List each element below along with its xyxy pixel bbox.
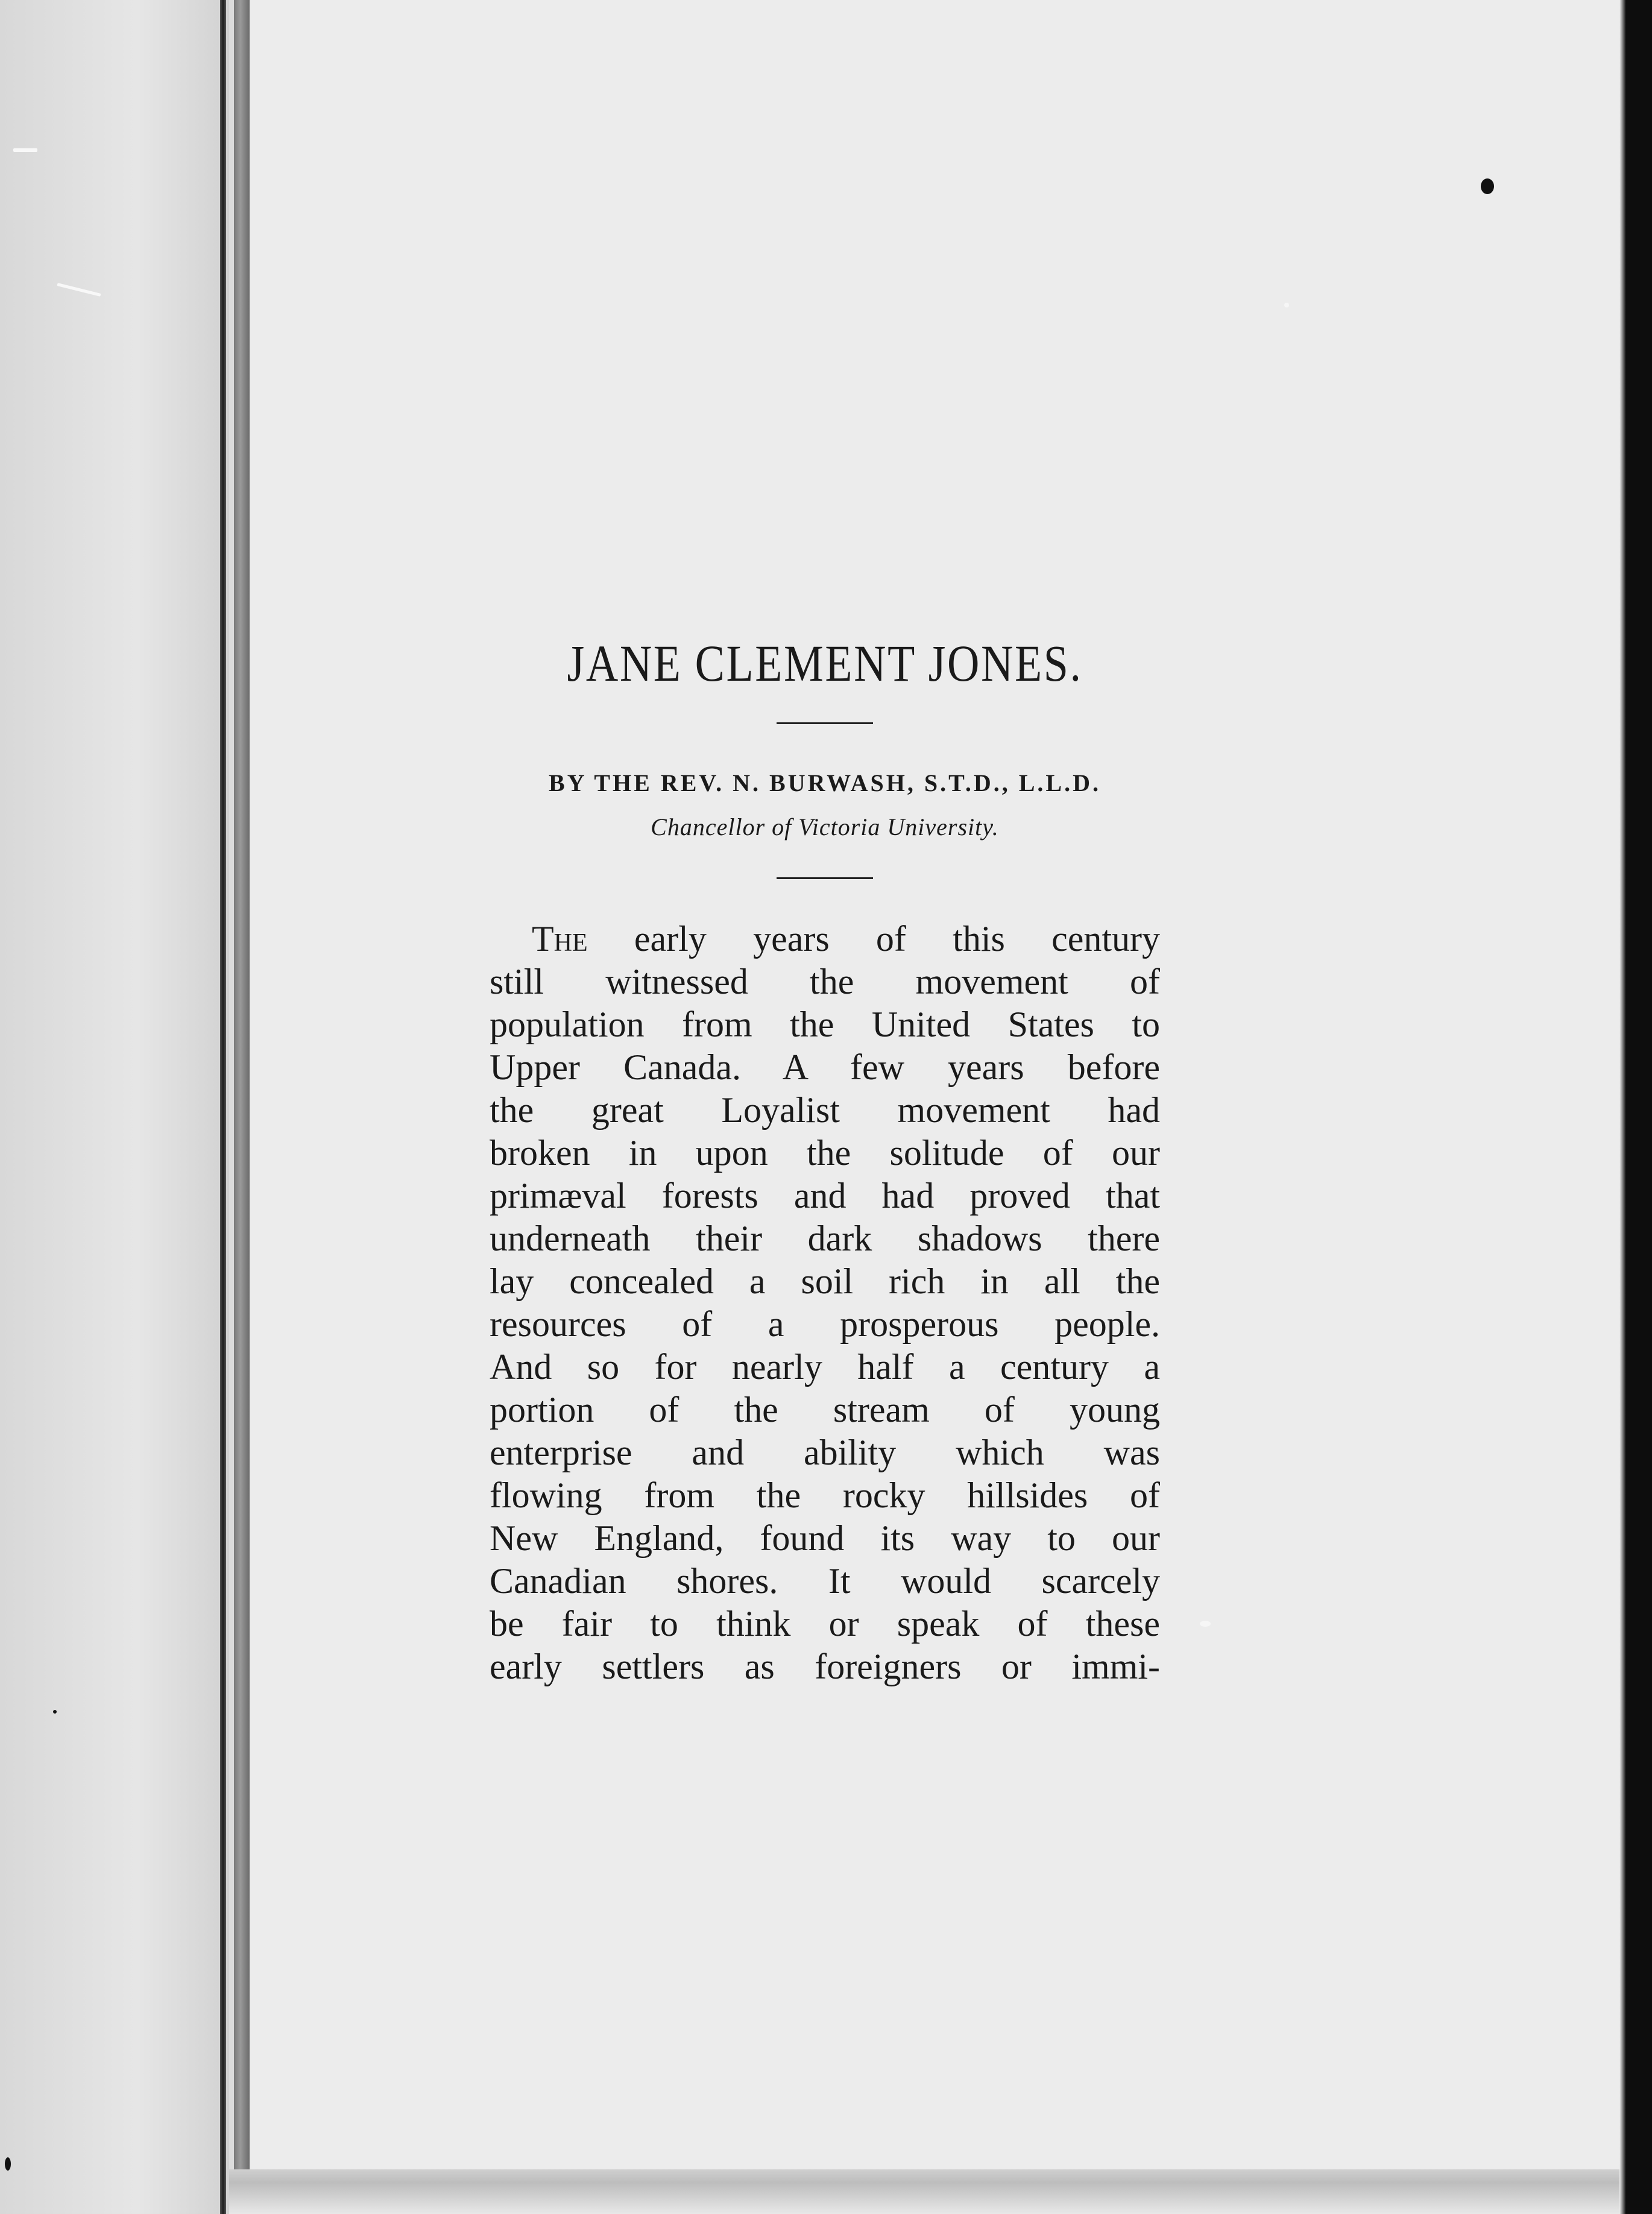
article-title: JANE CLEMENT JONES. — [567, 634, 1083, 692]
text-line: Upper Canada. A few years before — [490, 1047, 1160, 1087]
text-line: New England, found its way to our — [490, 1518, 1160, 1558]
text-line: And so for nearly half a century a — [490, 1347, 1160, 1387]
scan-speck — [13, 148, 37, 152]
text-line: broken in upon the solitude of our — [490, 1133, 1160, 1173]
text-line: lay concealed a soil rich in all the — [490, 1261, 1160, 1301]
author-affiliation: Chancellor of Victoria University. — [651, 813, 999, 840]
page-right-edge — [1619, 0, 1652, 2214]
text-line: be fair to think or speak of these — [490, 1604, 1160, 1644]
book-spine-shadow — [220, 0, 226, 2214]
drop-word: The — [532, 919, 588, 959]
text-line: underneath their dark shadows there — [490, 1219, 1160, 1258]
byline-divider — [777, 877, 873, 879]
inner-margin-shadow — [234, 0, 250, 2214]
scan-speck — [1481, 178, 1494, 194]
article — [490, 633, 1160, 1688]
text-line: still witnessed the movement of — [490, 962, 1160, 1001]
page-bottom-edge — [229, 2169, 1619, 2214]
scan-speck — [53, 1710, 57, 1714]
text-line: population from the United States to — [490, 1004, 1160, 1044]
text-line: portion of the stream of young — [490, 1390, 1160, 1430]
text-line: the great Loyalist movement had — [490, 1090, 1160, 1130]
scan-speck — [1200, 1621, 1211, 1627]
title-divider — [777, 722, 873, 724]
article-body — [490, 918, 1160, 1688]
author-byline: BY THE REV. N. BURWASH, S.T.D., L.L.D. — [549, 769, 1101, 796]
scan-speck — [1284, 303, 1289, 308]
text-line: flowing from the rocky hillsides of — [490, 1475, 1160, 1515]
left-gutter — [0, 0, 229, 2214]
scan-speck — [5, 2157, 11, 2171]
text-line: Canadian shores. It would scarcely — [490, 1561, 1160, 1601]
text-line: enterprise and ability which was — [490, 1433, 1160, 1472]
text-line: The early years of this century — [532, 919, 1161, 959]
text-line: early settlers as foreigners or immi- — [490, 1647, 1160, 1686]
text-line: resources of a prosperous people. — [490, 1304, 1160, 1344]
text-line: primæval forests and had proved that — [490, 1176, 1160, 1216]
